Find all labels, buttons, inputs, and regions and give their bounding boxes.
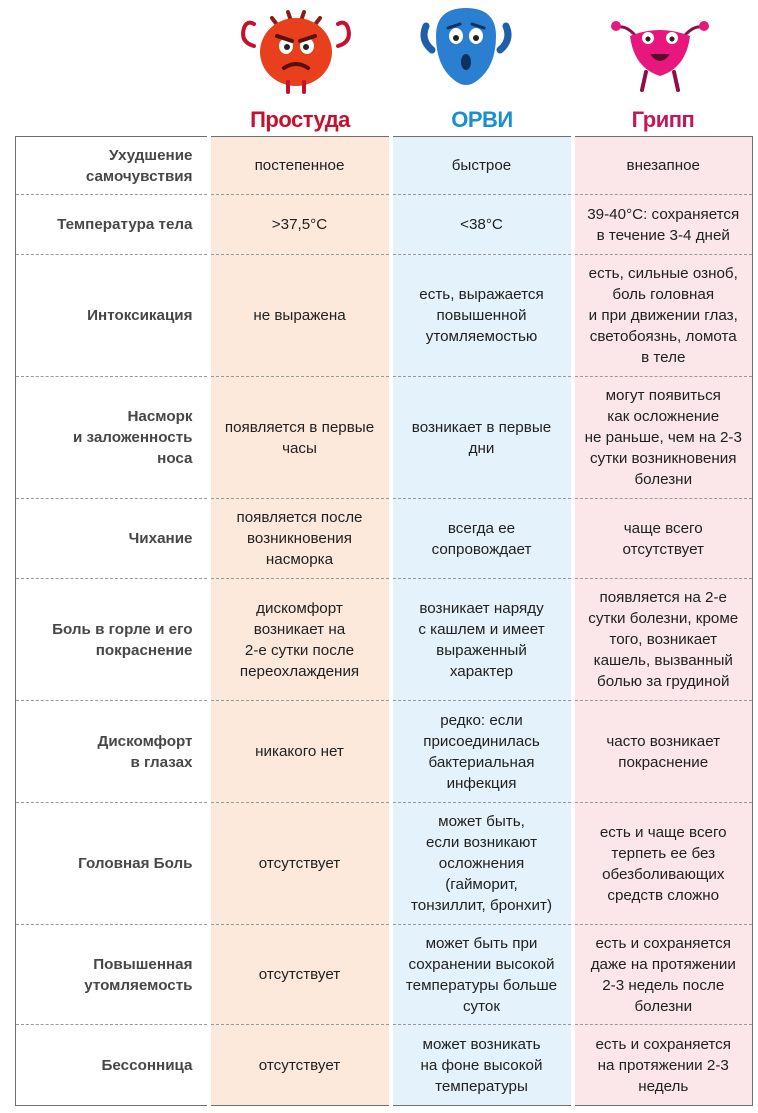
cold-cell: дискомфорт возникает на 2-е сутки после переохлаждения <box>209 579 391 701</box>
comparison-table <box>15 136 753 1106</box>
row-label: Дискомфорт в глазах <box>16 701 209 803</box>
cold-cell: >37,5°C <box>209 195 391 255</box>
flu-cell: чаще всего отсутствует <box>573 499 753 579</box>
red-angry-virus-icon <box>226 6 366 96</box>
table-row <box>16 377 753 499</box>
arvi-cell: быстрое <box>391 137 573 195</box>
table-row <box>16 499 753 579</box>
flu-cell: есть и сохраняется даже на протяжении 2-3 недель после болезни <box>573 925 753 1025</box>
arvi-cell: редко: если присоединилась бактериальная инфекция <box>391 701 573 803</box>
pink-crab-virus-icon <box>590 6 730 96</box>
row-label: Ухудшение самочувствия <box>16 137 209 195</box>
arvi-mascot <box>396 6 536 96</box>
arvi-cell: может возникать на фоне высокой температуры <box>391 1025 573 1106</box>
row-label: Насморк и заложенность носа <box>16 377 209 499</box>
cold-cell: появляется после возникновения насморка <box>209 499 391 579</box>
cold-cell: никакого нет <box>209 701 391 803</box>
flu-mascot <box>590 6 730 96</box>
cold-cell: появляется в первые часы <box>209 377 391 499</box>
table-row <box>16 803 753 925</box>
arvi-cell: всегда ее сопровождает <box>391 499 573 579</box>
cold-cell: отсутствует <box>209 925 391 1025</box>
flu-cell: есть и чаще всего терпеть ее без обезболивающих средств сложно <box>573 803 753 925</box>
flu-cell: есть, сильные озноб, боль головная и при движении глаз, светобоязнь, ломота в теле <box>573 255 753 377</box>
arvi-cell: возникает наряду с кашлем и имеет выраженный характер <box>391 579 573 701</box>
column-heading-flu: Грипп <box>631 107 695 132</box>
cold-cell: постепенное <box>209 137 391 195</box>
arvi-cell: возникает в первые дни <box>391 377 573 499</box>
flu-cell: есть и сохраняется на протяжении 2-3 недель <box>573 1025 753 1106</box>
table-row <box>16 1025 753 1106</box>
column-heading-cold: Простуда <box>250 107 350 132</box>
row-label: Чихание <box>16 499 209 579</box>
row-label: Интоксикация <box>16 255 209 377</box>
column-heading-arvi: ОРВИ <box>451 107 513 132</box>
row-label: Боль в горле и его покраснение <box>16 579 209 701</box>
flu-cell: могут появиться как осложнение не раньше, чем на 2-3 сутки возникновения болезни <box>573 377 753 499</box>
arvi-cell: может быть при сохранении высокой температуры больше суток <box>391 925 573 1025</box>
arvi-cell: <38°C <box>391 195 573 255</box>
blue-sad-virus-icon <box>396 6 536 96</box>
flu-cell: часто возникает покраснение <box>573 701 753 803</box>
table-row <box>16 255 753 377</box>
arvi-cell: может быть, если возникают осложнения (гайморит, тонзиллит, бронхит) <box>391 803 573 925</box>
table-row <box>16 195 753 255</box>
flu-cell: 39-40°C: сохраняется в течение 3-4 дней <box>573 195 753 255</box>
table-row <box>16 701 753 803</box>
table-row <box>16 579 753 701</box>
arvi-cell: есть, выражается повышенной утомляемостью <box>391 255 573 377</box>
cold-mascot <box>226 6 366 96</box>
cold-cell: отсутствует <box>209 1025 391 1106</box>
table-row <box>16 925 753 1025</box>
flu-cell: внезапное <box>573 137 753 195</box>
row-label: Бессонница <box>16 1025 209 1106</box>
row-label: Головная Боль <box>16 803 209 925</box>
flu-cell: появляется на 2-е сутки болезни, кроме того, возникает кашель, вызванный болью за грудиной <box>573 579 753 701</box>
cold-cell: отсутствует <box>209 803 391 925</box>
row-label: Температура тела <box>16 195 209 255</box>
table-row <box>16 137 753 195</box>
cold-cell: не выражена <box>209 255 391 377</box>
row-label: Повышенная утомляемость <box>16 925 209 1025</box>
